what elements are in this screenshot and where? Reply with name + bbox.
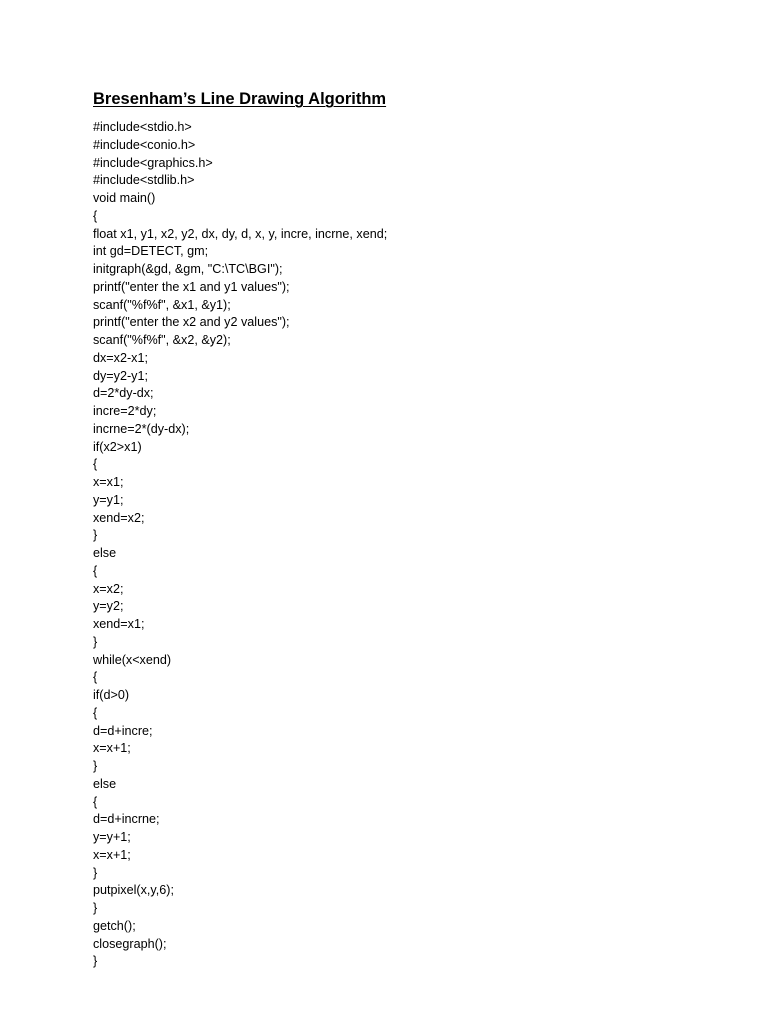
- code-line: while(x<xend): [93, 652, 172, 667]
- code-listing: [93, 119, 387, 971]
- code-line: }: [93, 865, 98, 880]
- code-line: y=y2;: [93, 599, 124, 614]
- code-line: x=x2;: [93, 581, 124, 596]
- code-line: putpixel(x,y,6);: [93, 883, 174, 898]
- code-line: #include<stdio.h>: [93, 120, 192, 134]
- code-line: d=2*dy-dx;: [93, 386, 154, 401]
- code-line: initgraph(&gd, &gm, "C:\TC\BGI");: [93, 262, 283, 276]
- code-line: {: [93, 457, 98, 472]
- code-line: y=y+1;: [93, 830, 131, 844]
- document-title: Bresenham’s Line Drawing Algorithm: [93, 90, 387, 108]
- code-line: x=x1;: [93, 475, 124, 489]
- code-line: printf("enter the x1 and y1 values");: [93, 279, 290, 294]
- code-line: y=y1;: [93, 492, 124, 507]
- code-line: {: [93, 670, 98, 685]
- code-line: {: [93, 563, 98, 578]
- code-line: scanf("%f%f", &x2, &y2);: [93, 333, 231, 347]
- code-line: }: [93, 901, 98, 915]
- code-line: x=x+1;: [93, 741, 131, 756]
- code-line: float x1, y1, x2, y2, dx, dy, d, x, y, incre, incrne, xend;: [93, 226, 388, 241]
- code-line: #include<stdlib.h>: [93, 173, 195, 188]
- code-line: d=d+incre;: [93, 723, 153, 738]
- code-line: getch();: [93, 918, 136, 933]
- code-line: x=x+1;: [93, 847, 131, 862]
- code-line: }: [93, 528, 98, 543]
- code-line: void main(): [93, 191, 156, 205]
- code-line: scanf("%f%f", &x1, &y1);: [93, 297, 231, 312]
- code-line: closegraph();: [93, 936, 167, 951]
- code-line: {: [93, 794, 98, 809]
- code-line: if(x2>x1): [93, 439, 142, 454]
- code-line: incre=2*dy;: [93, 404, 157, 418]
- code-line: else: [93, 776, 117, 791]
- code-line: xend=x2;: [93, 510, 145, 525]
- code-line: if(d>0): [93, 688, 130, 702]
- code-line: dx=x2-x1;: [93, 350, 148, 365]
- code-line: xend=x1;: [93, 617, 145, 631]
- code-line: }: [93, 759, 98, 773]
- code-line: else: [93, 546, 117, 560]
- code-line: {: [93, 705, 98, 720]
- code-line: printf("enter the x2 and y2 values");: [93, 315, 290, 330]
- code-line: }: [93, 634, 98, 649]
- code-line: #include<graphics.h>: [93, 155, 213, 170]
- code-line: d=d+incrne;: [93, 812, 160, 827]
- code-line: incrne=2*(dy-dx);: [93, 421, 190, 436]
- code-line: {: [93, 208, 98, 223]
- code-line: dy=y2-y1;: [93, 368, 148, 383]
- code-line: #include<conio.h>: [93, 137, 196, 152]
- code-line: int gd=DETECT, gm;: [93, 244, 209, 259]
- code-line: }: [93, 954, 98, 969]
